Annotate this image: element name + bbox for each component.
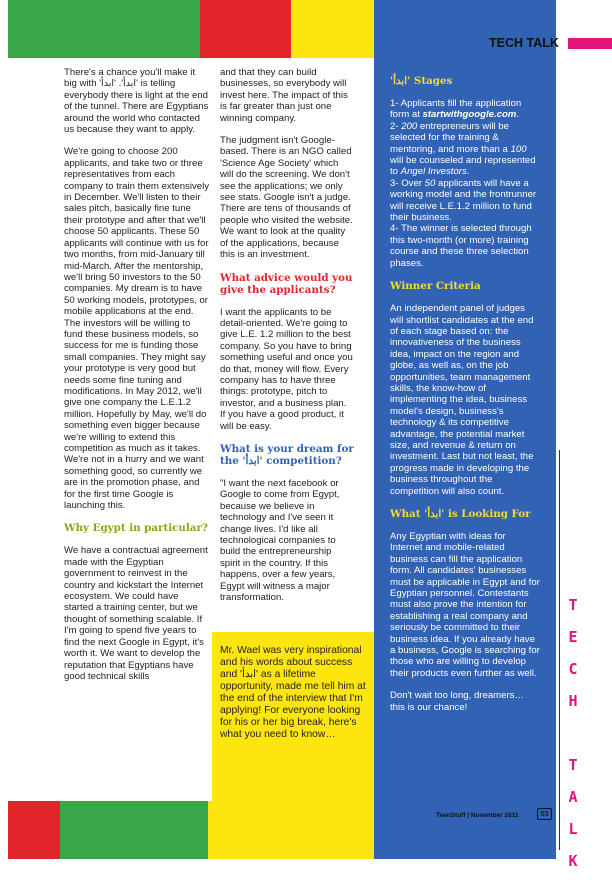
bottom-green-bar — [60, 801, 208, 859]
application-link[interactable]: startwithgoogle.com — [422, 109, 517, 121]
right-divider — [559, 450, 560, 850]
col1-subheading: Why Egypt in particular? — [64, 522, 208, 535]
section-header: TECH TALK — [489, 36, 559, 50]
quote-box-text: Mr. Wael was very inspirational and his words about success and 'ابدأ' as a lifetime opportunity, made me tell him at the end of the interview that I'm applying! For everyone looking for his or her big break, here's what you need to know… — [220, 645, 366, 740]
top-yellow-bar — [291, 0, 374, 58]
stages-list: 1- Applicants fill the application form at startwithgoogle.com. 2- 200 entrepreneurs will be selected for the training & mentoring, and more than a 100 will be counseled and represented to Angel Investors. 3- Over 50 applicants will have a working model and the frontrunner will receive L.E.1.2 million to fund their business. 4- The winner is selected through this two-month (or more) training course and these three selection phases. — [390, 98, 537, 269]
winner-criteria-heading: Winner Criteria — [390, 280, 481, 293]
col2-subheading: What is your dream for the 'ابدأ' competition? — [220, 442, 354, 467]
top-green-bar — [8, 0, 200, 58]
stages-heading: 'ابدأ' Stages — [390, 75, 453, 87]
footer-magazine: TeenStuff | November 2011 — [436, 812, 519, 819]
looking-for-paragraph: Any Egyptian with ideas for Internet and mobile-related business can fill the application form. All candidates' businesses must be applicable in Egypt and for Egyptian personnel. Contestants must also prove the intention for establishing a real company and seriously be committed to their business idea. If you already have a business, Google is searching for those who are willing to develop their products even further as well. — [390, 531, 540, 679]
col2-paragraph: and that they can build businesses, so everybody will invest here. The impact of this is far greater than just one winning company. — [220, 67, 348, 124]
bottom-red-bar — [8, 801, 60, 859]
top-red-bar — [200, 0, 291, 58]
column-1 — [64, 67, 210, 693]
header-pink-bar — [568, 38, 612, 49]
column-3 — [390, 75, 540, 724]
criteria-paragraph: An independent panel of judges will shortlist candidates at the end of each stage based on: the innovativeness of the business idea, impact on the region and globe, as well as, on the job opportunities, team management skills, the know-how of implementing the idea, business model's design, business's technology & its competitive advantage, the potential market size, and revenue & return on investment. Last but not least, the progress made in developing the business throughout the competition will also count. — [390, 303, 534, 497]
col1-paragraph: We have a contractual agreement made with the Egyptian government to reinvest in the country and kickstart the Internet ecosystem. We could have started a training center, but we thought of something scalable. If I'm going to spend five years to find the next Google in Egypt, it's worth it. We want to develop the reputation that Egyptians have good technical skills — [64, 545, 208, 682]
bottom-yellow-bar — [208, 801, 374, 859]
col2-paragraph: I want the applicants to be detail-oriented. We're going to give L.E. 1.2 million to the best company. So you have to bring something useful and once you do that, money will flow. Every company has to have three things: prototype, pitch to investor, and a business plan. If you have a good product, it will be easy. — [220, 306, 353, 432]
col2-paragraph: The judgment isn't Google-based. There is an NGO called 'Science Age Society' which will do the screening. We don't see the applications; we only see stats. Google isn't a judge. There are tens of thousands of people who visited the website. We want to look at the quality of the applications, because this is an investment. — [220, 135, 353, 261]
closing-line: Don't wait too long, dreamers… this is our chance! — [390, 690, 525, 713]
col2-subheading: What advice would you give the applicants? — [220, 271, 353, 296]
col1-paragraph: There's a chance you'll make it big with 'ابدأ'. 'ابدأ' is telling everybody there is light at the end of the tunnel. There are Egyptians around the world who contacted us because they want to apply. — [64, 67, 209, 136]
col2-paragraph: "I want the next facebook or Google to come from Egypt, because we believe in technology and I've seen it change lives. I'd like all technological companies to build the entrepreneurship spirit in the country. If this happens, over a few years, Egypt will witness a major transformation. — [220, 477, 340, 604]
col1-paragraph: We're going to choose 200 applicants, and take two or three representatives from each company to train them extensively in December. We'll listen to their sales pitch, basically fine tune their prototype and after that we'll choose 50 applicants. These 50 applicants will continue with us for two months, from mid-January till mid-March. After the mentorship, we'll bring 50 investors to the 50 companies. My dream is to have 50 working models, prototypes, or mobile applications at the end. The investors will be willing to fund these business models, so success for me is funding those small companies. They might say your prototype is very good but needs some fine tuning and modifications. In May 2012, we'll give one company the L.E.1.2 million. Hopefully by May, we'll do something even bigger because we're willing to extend this competition as much as it takes. We're not in a hurry and we want something good, so currently we are in the promotion phase, and for the first time Google is launching this. — [64, 146, 210, 512]
page-number: 53 — [537, 808, 552, 820]
vertical-section-label: T E C H T A L K — [568, 596, 578, 870]
column-2 — [220, 67, 354, 614]
looking-for-heading: What 'ابدأ' is Looking For — [390, 508, 531, 520]
